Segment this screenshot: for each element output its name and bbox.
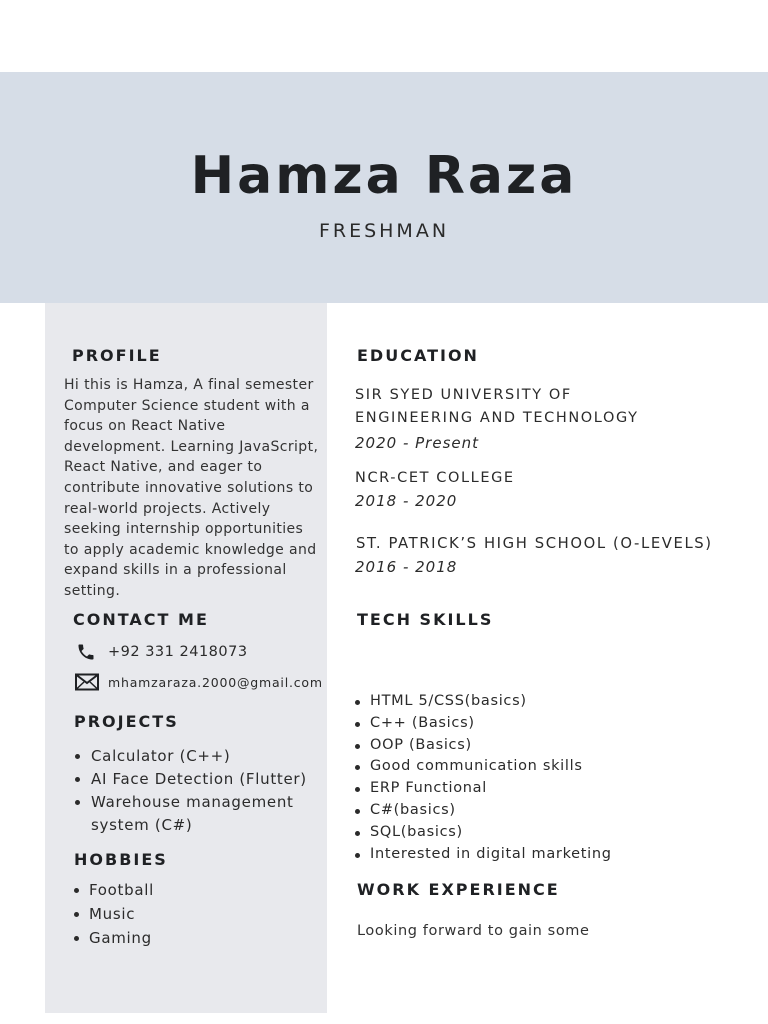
envelope-icon	[75, 673, 99, 691]
education-school-2: NCR-CET COLLEGE	[355, 470, 515, 486]
list-item: HTML 5/CSS(basics)	[355, 691, 735, 713]
phone-number[interactable]: +92 331 2418073	[108, 644, 248, 660]
profile-heading: PROFILE	[72, 346, 162, 365]
hobbies-heading: HOBBIES	[74, 850, 168, 869]
contact-heading: CONTACT ME	[73, 610, 209, 629]
education-school-1: SIR SYED UNIVERSITY OF ENGINEERING AND TECHNOLOGY	[355, 387, 639, 426]
work-heading: WORK EXPERIENCE	[357, 880, 560, 899]
candidate-title: FRESHMAN	[318, 220, 450, 242]
list-item: AI Face Detection (Flutter)	[75, 768, 325, 791]
list-item: C#(basics)	[355, 800, 735, 822]
candidate-name: Hamza Raza	[190, 146, 578, 206]
list-item: ERP Functional	[355, 778, 735, 800]
list-item: C++ (Basics)	[355, 713, 735, 735]
email-address[interactable]: mhamzaraza.2000@gmail.com	[108, 674, 323, 690]
education-years-3: 2016 - 2018	[355, 558, 458, 576]
projects-heading: PROJECTS	[74, 712, 179, 731]
list-item: OOP (Basics)	[355, 735, 735, 757]
list-item: Football	[74, 878, 274, 902]
education-school-3: ST. PATRICK’S HIGH SCHOOL (O-LEVELS)	[356, 535, 713, 552]
projects-list	[75, 745, 325, 837]
profile-text: Hi this is Hamza, A final semester Computer Science student with a focus on React Native development. Learning JavaScript, React Native, and eager to contribute innovative solutions to real-world projects. Actively seeking internship opportunities to apply academic knowledge and expand skills in a professional setting.	[64, 377, 319, 599]
education-years-2: 2018 - 2020	[355, 492, 458, 510]
list-item: Good communication skills	[355, 756, 735, 778]
education-heading: EDUCATION	[357, 346, 479, 365]
contact-email-row	[75, 673, 323, 691]
education-years-1: 2020 - Present	[355, 434, 479, 452]
list-item: SQL(basics)	[355, 822, 735, 844]
list-item: Music	[74, 902, 274, 926]
contact-phone-row	[76, 642, 248, 662]
list-item: Interested in digital marketing	[355, 844, 735, 866]
skills-list	[355, 691, 735, 865]
list-item: Calculator (C++)	[75, 745, 325, 768]
hobbies-list	[74, 878, 274, 950]
phone-icon	[76, 642, 96, 662]
work-text: Looking forward to gain some	[357, 923, 590, 939]
list-item: Gaming	[74, 926, 274, 950]
skills-heading: TECH SKILLS	[357, 610, 494, 629]
list-item: Warehouse management system (C#)	[75, 791, 323, 837]
